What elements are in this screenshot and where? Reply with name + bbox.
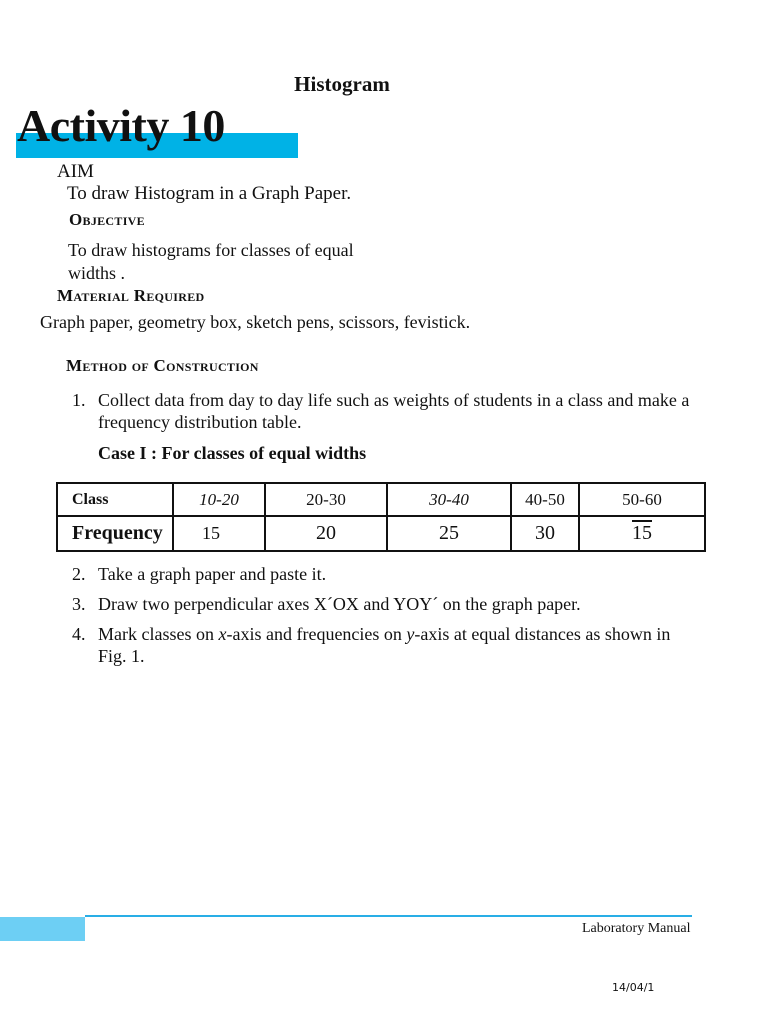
table-cell: 30-40 [387, 483, 511, 516]
table-cell: 30 [511, 516, 579, 551]
method-step [72, 623, 702, 667]
step-text-part: -axis and frequencies on [226, 624, 407, 644]
activity-title: Activity 10 [17, 100, 225, 151]
step-text: Draw two perpendicular axes X´OX and YOY´ on the graph paper. [98, 594, 581, 614]
step-number: 2. [72, 564, 86, 584]
step-text-part: -axis at equal distances as shown in Fig. 1. [98, 624, 671, 666]
method-steps-list [72, 389, 702, 433]
table-cell: 40-50 [511, 483, 579, 516]
step-text: Take a graph paper and paste it. [98, 564, 327, 584]
method-step [72, 563, 702, 585]
table-cell: 20 [265, 516, 387, 551]
footer-label: Laboratory Manual [582, 921, 691, 936]
step-number: 1. [72, 390, 86, 410]
aim-label: AIM [57, 161, 94, 182]
method-step [72, 593, 702, 615]
objective-text: To draw histograms for classes of equal widths . [68, 240, 354, 283]
case-title: Case I : For classes of equal widths [98, 443, 367, 463]
table-cell: 20-30 [265, 483, 387, 516]
step-text [98, 623, 702, 667]
y-variable: y [406, 624, 415, 644]
step-text-part: Mark classes on [98, 624, 219, 644]
table-row [57, 516, 705, 551]
table-row-label: Class [57, 483, 173, 516]
table-cell: 50-60 [579, 483, 705, 516]
material-text: Graph paper, geometry box, sketch pens, scissors, fevistick. [40, 312, 471, 332]
method-step [72, 389, 702, 433]
table-cell: 15 [173, 516, 265, 551]
step-text: Collect data from day to day life such as weights of students in a class and make a frequency distribution table. [98, 390, 690, 432]
x-variable: x [218, 624, 227, 644]
page-header-title: Histogram [294, 72, 390, 96]
method-heading: Method of Construction [66, 356, 259, 375]
objective-heading: Objective [69, 210, 145, 229]
aim-text: To draw Histogram in a Graph Paper. [67, 183, 352, 204]
footer-divider [85, 915, 692, 917]
table-cell: 25 [387, 516, 511, 551]
frequency-table [56, 482, 706, 552]
table-cell: 10-20 [173, 483, 265, 516]
material-heading: Material Required [57, 286, 205, 305]
overlined-value: 15 [632, 522, 652, 544]
footer-date: 14/04/1 [612, 981, 655, 994]
table-row [57, 483, 705, 516]
method-steps-list-continued [72, 563, 702, 675]
table-row-label: Frequency [57, 516, 173, 551]
footer-accent-block [0, 917, 85, 941]
table-cell [579, 516, 705, 551]
step-number: 4. [72, 624, 86, 644]
step-number: 3. [72, 594, 86, 614]
